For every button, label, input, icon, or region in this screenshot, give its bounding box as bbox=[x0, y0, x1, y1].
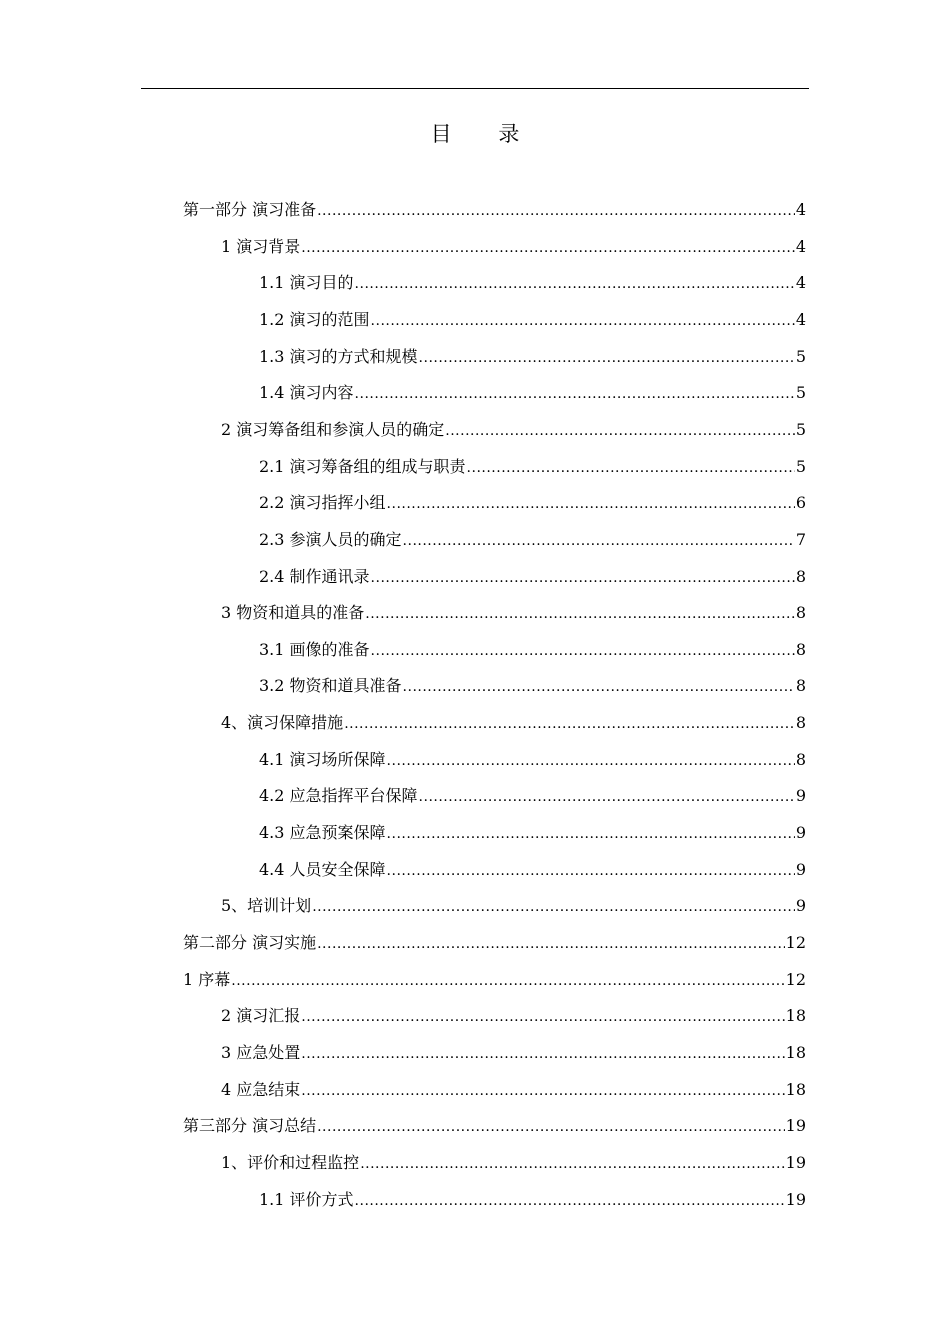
toc-entry-page: 4 bbox=[795, 236, 806, 256]
toc-entry-title: 1 演习背景 bbox=[221, 236, 301, 256]
dot-leader bbox=[387, 822, 795, 846]
toc-entry-title: 2.2 演习指挥小组 bbox=[259, 493, 386, 513]
toc-entry-page: 5 bbox=[795, 456, 806, 476]
toc-entry-page: 18 bbox=[785, 1042, 806, 1062]
toc-entry-title: 4.1 演习场所保障 bbox=[259, 749, 386, 769]
dot-leader bbox=[355, 1189, 785, 1213]
dot-leader bbox=[301, 1079, 784, 1103]
toc-entry-title: 1.1 评价方式 bbox=[259, 1189, 354, 1209]
toc-entry-title: 2.4 制作通讯录 bbox=[259, 566, 370, 586]
dot-leader bbox=[301, 236, 795, 260]
toc-entry-page: 8 bbox=[795, 676, 806, 696]
toc-entry-title: 5、培训计划 bbox=[221, 896, 312, 916]
toc-entry-page: 19 bbox=[785, 1189, 806, 1209]
toc-entry-title: 2 演习汇报 bbox=[221, 1006, 301, 1026]
dot-leader bbox=[344, 712, 795, 736]
dot-leader bbox=[317, 1115, 785, 1139]
toc-entry-title: 3.1 画像的准备 bbox=[259, 639, 370, 659]
dot-leader bbox=[387, 492, 795, 516]
dot-leader bbox=[231, 969, 784, 993]
dot-leader bbox=[301, 1005, 784, 1029]
dot-leader bbox=[301, 1042, 784, 1066]
toc-entry-page: 19 bbox=[785, 1152, 806, 1172]
toc-entry-page: 9 bbox=[795, 786, 806, 806]
toc-entry-title: 2.3 参演人员的确定 bbox=[259, 529, 402, 549]
toc-entry-page: 5 bbox=[795, 346, 806, 366]
toc-entry-title: 1.4 演习内容 bbox=[259, 383, 354, 403]
toc-entry-title: 2.1 演习筹备组的组成与职责 bbox=[259, 456, 466, 476]
toc-entry[interactable] bbox=[221, 601, 806, 625]
toc-entry[interactable] bbox=[259, 308, 806, 332]
toc-entry-page: 8 bbox=[795, 639, 806, 659]
dot-leader bbox=[387, 859, 795, 883]
toc-entry-page: 6 bbox=[795, 493, 806, 513]
toc-entry-page: 8 bbox=[795, 749, 806, 769]
dot-leader bbox=[355, 272, 795, 296]
toc-entry[interactable] bbox=[259, 674, 806, 698]
toc-entry[interactable] bbox=[259, 821, 806, 845]
toc-entry-title: 第二部分 演习实施 bbox=[183, 933, 317, 952]
toc-entry[interactable] bbox=[221, 1078, 806, 1102]
toc-entry-page: 9 bbox=[795, 896, 806, 916]
toc-entry[interactable] bbox=[221, 1041, 806, 1065]
toc-entry-title: 4、演习保障措施 bbox=[221, 713, 344, 733]
dot-leader bbox=[355, 382, 795, 406]
dot-leader bbox=[360, 1152, 784, 1176]
toc-entry-page: 12 bbox=[785, 933, 806, 952]
dot-leader bbox=[371, 639, 795, 663]
toc-entry[interactable] bbox=[221, 1004, 806, 1028]
toc-entry[interactable] bbox=[259, 271, 806, 295]
dot-leader bbox=[312, 895, 795, 919]
dot-leader bbox=[419, 785, 795, 809]
toc-entry-title: 1.1 演习目的 bbox=[259, 273, 354, 293]
toc-entry-title: 1.2 演习的范围 bbox=[259, 309, 370, 329]
toc-entry-title: 4 应急结束 bbox=[221, 1079, 301, 1099]
toc-entry[interactable] bbox=[259, 491, 806, 515]
toc-entry-page: 8 bbox=[795, 566, 806, 586]
dot-leader bbox=[371, 566, 795, 590]
toc-entry-page: 4 bbox=[795, 309, 806, 329]
toc-entry[interactable] bbox=[259, 345, 806, 369]
toc-entry[interactable] bbox=[259, 858, 806, 882]
toc-entry-page: 7 bbox=[795, 529, 806, 549]
dot-leader bbox=[365, 602, 795, 626]
toc-entry-page: 4 bbox=[795, 273, 806, 293]
toc-entry-title: 第三部分 演习总结 bbox=[183, 1116, 317, 1136]
toc-entry[interactable] bbox=[183, 198, 806, 222]
toc-entry-page: 5 bbox=[795, 419, 806, 439]
toc-entry-title: 4.4 人员安全保障 bbox=[259, 859, 386, 879]
toc-entry-page: 19 bbox=[785, 1116, 806, 1136]
toc-entry[interactable] bbox=[183, 1114, 806, 1138]
toc-entry[interactable] bbox=[221, 418, 806, 442]
dot-leader bbox=[403, 675, 795, 699]
toc-entry-page: 5 bbox=[795, 383, 806, 403]
dot-leader bbox=[403, 529, 795, 553]
toc-entry-page: 18 bbox=[785, 1006, 806, 1026]
dot-leader bbox=[317, 199, 795, 223]
dot-leader bbox=[371, 309, 795, 333]
toc-entry[interactable] bbox=[183, 931, 806, 955]
toc-entry-page: 8 bbox=[795, 603, 806, 623]
toc-entry-title: 1.3 演习的方式和规模 bbox=[259, 346, 418, 366]
toc-entry-title: 4.2 应急指挥平台保障 bbox=[259, 786, 418, 806]
dot-leader bbox=[419, 346, 795, 370]
toc-entry[interactable] bbox=[259, 381, 806, 405]
toc-entry[interactable] bbox=[259, 528, 806, 552]
toc-entry-page: 8 bbox=[795, 713, 806, 733]
toc-entry-page: 9 bbox=[795, 823, 806, 843]
dot-leader bbox=[467, 456, 795, 480]
toc-entry[interactable] bbox=[221, 894, 806, 918]
toc-entry-title: 3.2 物资和道具准备 bbox=[259, 676, 402, 696]
toc-entry[interactable] bbox=[259, 1188, 806, 1212]
dot-leader bbox=[317, 932, 785, 956]
toc-entry-title: 1、评价和过程监控 bbox=[221, 1152, 360, 1172]
toc-entry[interactable] bbox=[221, 711, 806, 735]
toc-entry[interactable] bbox=[259, 784, 806, 808]
toc-entry[interactable] bbox=[259, 455, 806, 479]
toc-entry-page: 12 bbox=[785, 969, 806, 989]
toc-entry[interactable] bbox=[221, 235, 806, 259]
toc-entry-title: 2 演习筹备组和参演人员的确定 bbox=[221, 419, 445, 439]
toc-entry[interactable] bbox=[259, 638, 806, 662]
toc-entry-page: 18 bbox=[785, 1079, 806, 1099]
toc-entry-page: 4 bbox=[795, 200, 806, 219]
toc-entry-title: 第一部分 演习准备 bbox=[183, 200, 317, 219]
toc-entry[interactable] bbox=[259, 565, 806, 589]
dot-leader bbox=[387, 749, 795, 773]
toc-entry-title: 3 应急处置 bbox=[221, 1042, 301, 1062]
toc-entry-title: 1 序幕 bbox=[183, 969, 231, 989]
toc-entry-title: 3 物资和道具的准备 bbox=[221, 603, 365, 623]
toc-title: 目 录 bbox=[430, 122, 540, 146]
toc-entry-title: 4.3 应急预案保障 bbox=[259, 823, 386, 843]
toc-entry[interactable] bbox=[183, 968, 806, 992]
toc-entry-page: 9 bbox=[795, 859, 806, 879]
toc-entry[interactable] bbox=[259, 748, 806, 772]
dot-leader bbox=[445, 419, 795, 443]
toc-entry[interactable] bbox=[221, 1151, 806, 1175]
